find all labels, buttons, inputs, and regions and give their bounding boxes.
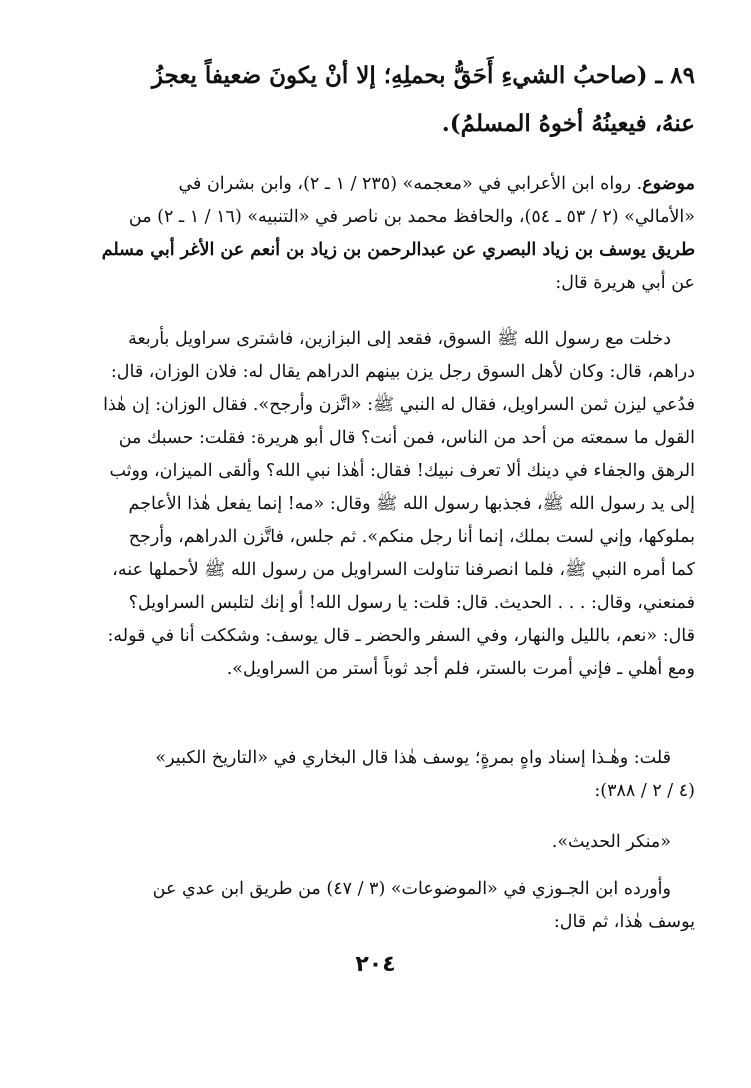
quote-paragraph — [56, 826, 695, 859]
grading-paragraph — [56, 168, 695, 300]
narration-line-8: كما أمره النبي ﷺ، فلما انصرفنا تناولت السراويل من رسول الله ﷺ لأحملها عنه، — [112, 560, 695, 580]
citation-line-2: يوسف هٰذا، ثم قال: — [553, 912, 695, 932]
commentary-line-2: (٤ / ٢ / ٣٨٨): — [594, 781, 695, 801]
narration-line-9: فمنعني، وقال: . . . الحديث. قال: قلت: يا رسول الله! أو إنك لتلبس السراويل؟ — [128, 593, 695, 613]
narration-line-6: إلى يد رسول الله ﷺ، فجذبها رسول الله ﷺ وقال: «مه! إنما يفعل هٰذا الأعاجم — [128, 494, 695, 514]
grading-line-3: طريق يوسف بن زياد البصري عن عبدالرحمن بن زياد بن أنعم عن الأغر أبي مسلم — [101, 240, 695, 260]
narration-line-11: ومع أهلي ـ فإني أمرت بالستر، فلم أجد ثوباً أستر من السراويل». — [226, 659, 695, 679]
commentary-line-1: قلت: وهٰـذا إسناد واهٍ بمرةٍ؛ يوسف هٰذا قال البخاري في «التاريخ الكبير» — [155, 748, 671, 768]
narration-line-7: بملوكها، وإني لست بملك، إنما أنا رجل منكم». ثم جلس، فاتَّزن الدراهم، وأرجح — [128, 527, 695, 547]
grading-line-1-text: . رواه ابن الأعرابي في «معجمه» (٢٣٥ / ١ ـ ٢)، وابن بشران في — [178, 174, 643, 194]
narration-line-3: فدُعي ليزن ثمن السراويل، فقال له النبي ﷺ: «اتَّزن وأرجح». فقال الوزان: إن هٰذا — [103, 395, 695, 415]
commentary-paragraph — [56, 742, 695, 808]
narration-line-5: الرهق والجفاء في دينك ألا تعرف نبيك! فقال: أهٰذا نبي الله؟ وألقى الميزان، ووثب — [109, 461, 695, 481]
narration-line-4: القول ما سمعته من أحد من الناس، فمن أنت؟ قال أبو هريرة: فقلت: حسبك من — [118, 428, 695, 448]
quote-line-1: «منكر الحديث». — [551, 832, 671, 852]
hadith-narration — [56, 323, 695, 686]
citation-paragraph — [56, 873, 695, 939]
grading-line-4: عن أبي هريرة قال: — [555, 273, 695, 293]
hadith-title — [56, 52, 695, 148]
title-line-2: عنهُ، فيعينُهُ أخوهُ المسلمُ). — [441, 110, 695, 137]
narration-line-2: دراهم، قال: وكان لأهل السوق رجل يزن بينهم الدراهم يقال له: فلان الوزان، قال: — [110, 362, 695, 382]
grading-line-1 — [56, 168, 695, 201]
narration-line-1: دخلت مع رسول الله ﷺ السوق، فقعد إلى البزازين، فاشترى سراويل بأربعة — [128, 329, 671, 349]
title-line-1: ٨٩ ـ (صاحبُ الشيءِ أَحَقُّ بحملِهِ؛ إلا أنْ يكونَ ضعيفاً يعجزُ — [151, 62, 695, 89]
citation-line-1: وأورده ابن الجـوزي في «الموضوعات» (٣ / ٤٧) من طريق ابن عدي عن — [152, 879, 671, 899]
page-number: ٢٠٤ — [355, 952, 396, 977]
grading-label: موضوع — [642, 174, 695, 194]
narration-line-10: قال: «نعم، بالليل والنهار، وفي السفر والحضر ـ قال يوسف: وشككت أنا في قوله: — [107, 626, 695, 646]
grading-line-2: «الأمالي» (٢ / ٥٣ ـ ٥٤)، والحافظ محمد بن ناصر في «التنبيه» (١٦ / ١ ـ ٢) من — [128, 207, 695, 227]
